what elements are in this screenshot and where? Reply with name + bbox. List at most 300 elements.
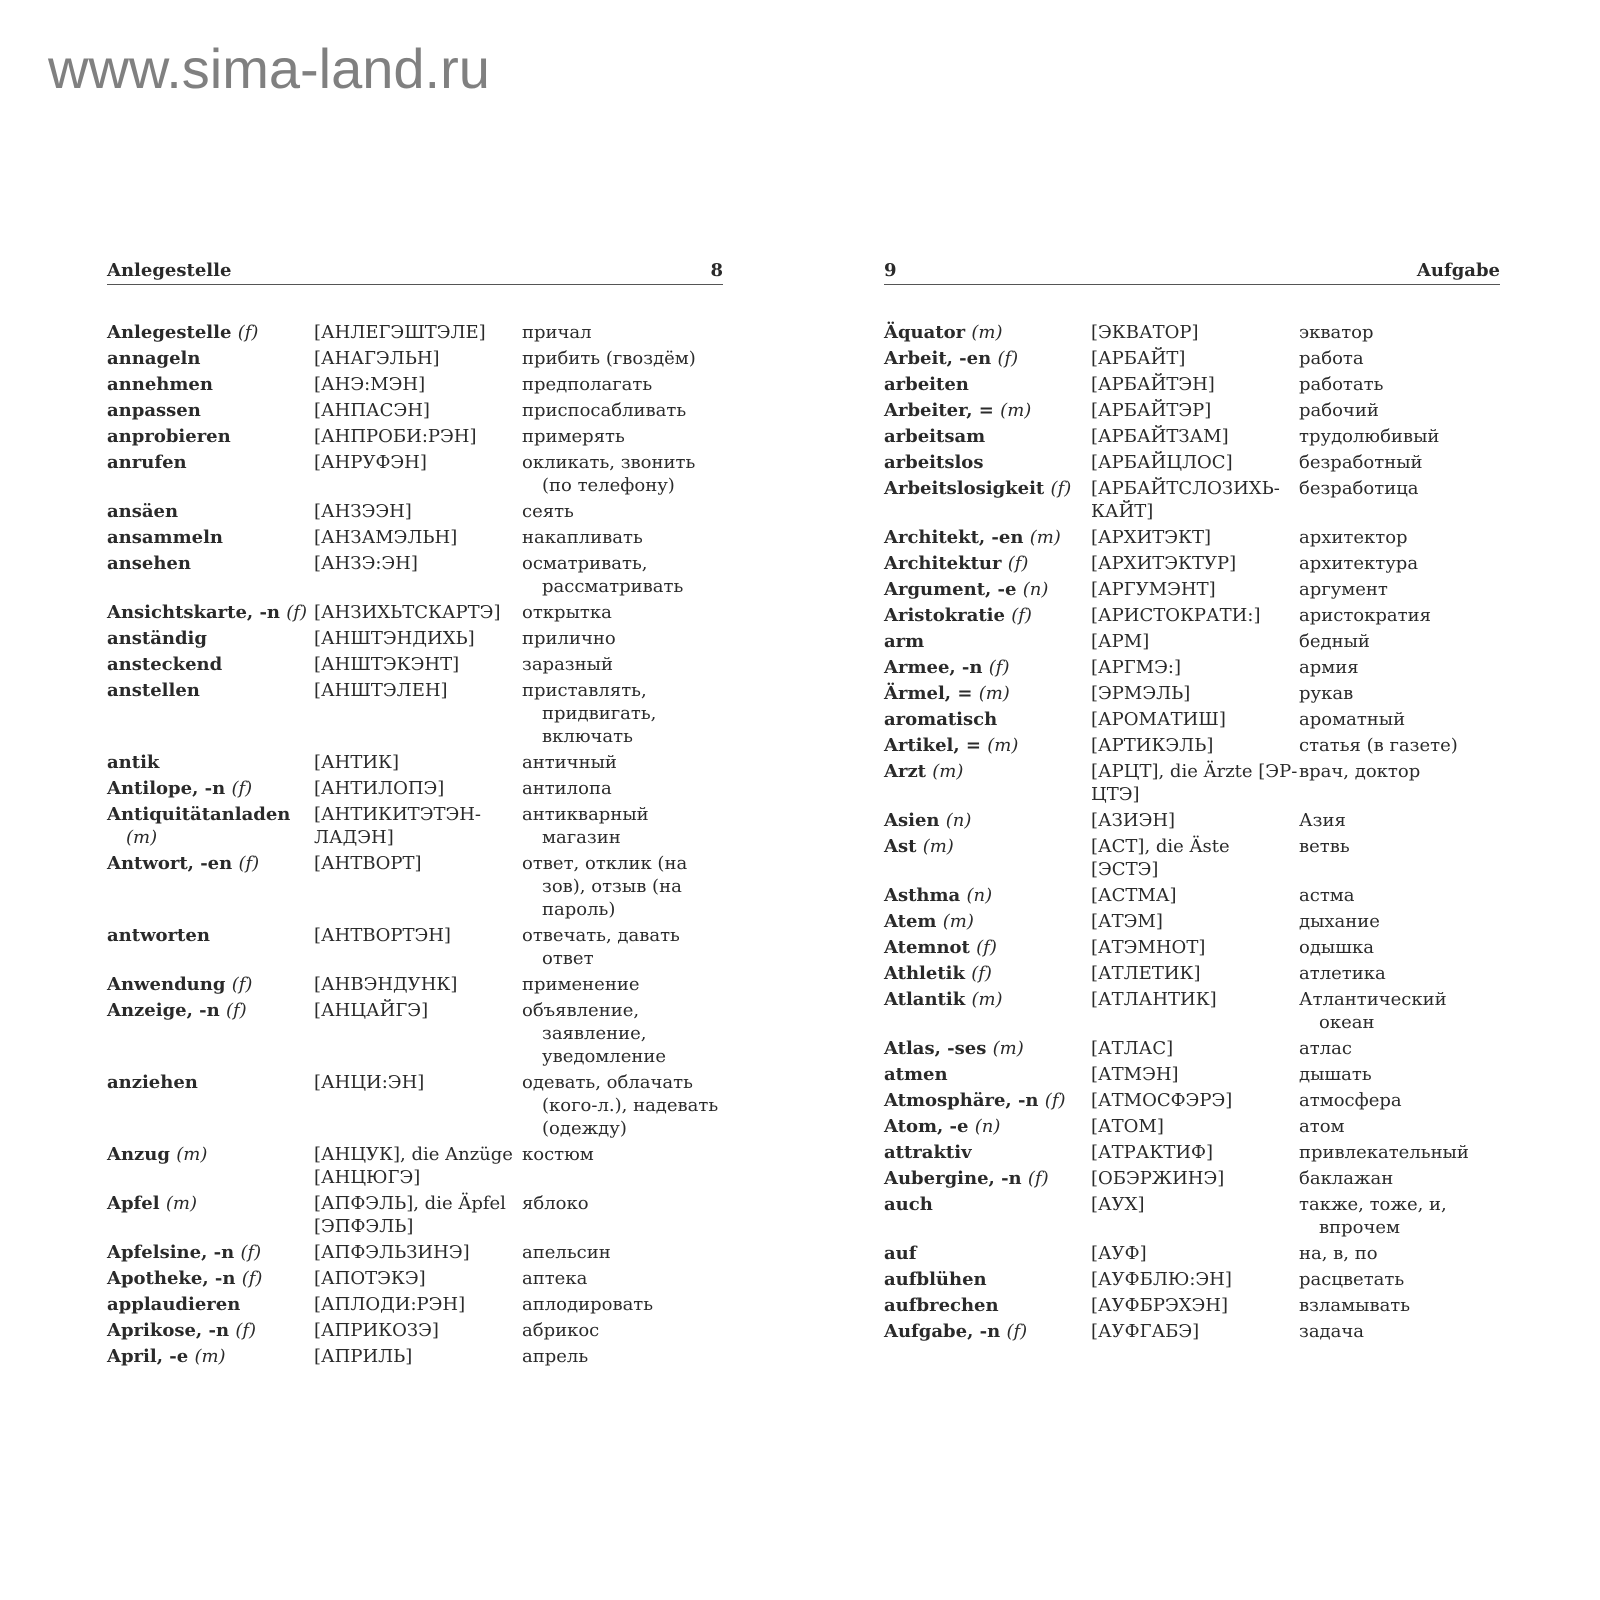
entry-gender: (f) [1027,1168,1049,1189]
entry-translation: объявление, заявление, уведомление [522,1000,667,1067]
entry-pronunciation: [АРГУМЭНТ] [1091,579,1216,600]
entry-gender: (m) [987,735,1019,756]
dictionary-entry [884,708,1500,731]
entry-headword-cell [107,627,314,650]
dictionary-entry [107,852,723,921]
entry-pronunciation: [АНТВОРТЭН] [314,925,451,946]
entry-headword-cell [884,1294,1091,1317]
right-page [884,258,1500,1346]
entry-word: antik [107,752,160,773]
entry-gender: (f) [976,937,997,958]
entry-gender: (f) [1050,478,1072,499]
entry-gender: (n) [974,1116,1001,1137]
entry-word: ansammeln [107,527,224,548]
dictionary-entry [884,451,1500,474]
entry-word: Atom, -e [884,1116,969,1137]
entry-word: Ast [884,836,917,857]
entry-gender: (f) [231,778,253,799]
entry-word: Atlantik [884,989,966,1010]
entry-translation: яблоко [522,1193,589,1214]
entry-headword-cell [107,451,314,497]
entry-gender: (m) [165,1193,197,1214]
entry-pronunciation: [АРБАЙТСЛОЗИХЬ-КАЙТ] [1091,478,1280,522]
entry-pronunciation: [АПРИКОЗЭ] [314,1320,439,1341]
entry-word: applaudieren [107,1294,241,1315]
entry-word: Aubergine, -n [884,1168,1022,1189]
entry-word: annehmen [107,374,213,395]
dictionary-entry [884,1242,1500,1265]
entry-translation: статья (в газете) [1299,735,1458,756]
entry-pronunciation: [АНПАСЭН] [314,400,430,421]
entry-pronunciation: [АТЭМ] [1091,911,1163,932]
entry-translation: дыхание [1299,911,1380,932]
entry-headword-cell [884,1242,1091,1265]
entry-pronunciation: [АТЭМНОТ] [1091,937,1206,958]
entry-pronunciation: [АТЛАНТИК] [1091,989,1217,1010]
entry-translation: применение [522,974,640,995]
entry-headword-cell [884,451,1091,474]
head-word: Anlegestelle [107,260,232,281]
entry-pronunciation: [АНАГЭЛЬН] [314,348,440,369]
entry-gender: (f) [1006,1321,1028,1342]
entry-pronunciation: [ОБЭРЖИНЭ] [1091,1168,1225,1189]
entry-pronunciation: [АНЭ:МЭН] [314,374,426,395]
entry-translation: атмосфера [1299,1090,1402,1111]
dictionary-entry [884,1167,1500,1190]
entry-headword-cell [884,1193,1091,1239]
entry-pronunciation: [АНВЭНДУНК] [314,974,458,995]
dictionary-entry [107,751,723,774]
entry-headword-cell [884,910,1091,933]
entry-pronunciation: [АУХ] [1091,1194,1145,1215]
dictionary-entry [107,601,723,624]
dictionary-entry [107,653,723,676]
entry-word: Architektur [884,553,1002,574]
entry-translation: прилично [522,628,616,649]
entry-translation: апрель [522,1346,589,1367]
entry-gender: (m) [978,683,1010,704]
entry-word: Atemnot [884,937,970,958]
entry-translation: абрикос [522,1320,600,1341]
entry-pronunciation: [АРХИТЭКТУР] [1091,553,1237,574]
entry-translation: Атлантический океан [1299,989,1447,1033]
entry-translation: ответ, отклик (на зов), отзыв (на пароль) [522,853,688,920]
entry-pronunciation: [АЗИЭН] [1091,810,1176,831]
entry-headword-cell [107,347,314,370]
dictionary-entry [107,1345,723,1368]
entry-pronunciation: [АРБАЙТЭН] [1091,374,1215,395]
entry-translation: Азия [1299,810,1346,831]
dictionary-entry [884,1063,1500,1086]
entry-word: Apfel [107,1193,160,1214]
entry-translation: расцветать [1299,1269,1405,1290]
entry-word: Ärmel, = [884,683,973,704]
entry-headword-cell [107,601,314,624]
entry-headword-cell [884,425,1091,448]
entry-gender: (m) [932,761,964,782]
dictionary-entry [107,777,723,800]
entry-word: Anzug [107,1144,170,1165]
entry-gender: (m) [1000,400,1032,421]
entry-translation: апельсин [522,1242,611,1263]
entry-pronunciation: [АРБАЙЦЛОС] [1091,452,1233,473]
entry-headword-cell [884,988,1091,1034]
dictionary-entry [107,347,723,370]
entry-translation: рабочий [1299,400,1379,421]
dictionary-entry [107,973,723,996]
dictionary-entry [107,373,723,396]
entry-word: auch [884,1194,933,1215]
dictionary-entry [107,425,723,448]
dictionary-entry [107,451,723,497]
entry-translation: аптека [522,1268,588,1289]
entry-pronunciation: [АНЦИ:ЭН] [314,1072,425,1093]
entry-pronunciation: [АНШТЭНДИХЬ] [314,628,475,649]
dictionary-entry [107,999,723,1068]
entry-gender: (f) [1011,605,1032,626]
entry-pronunciation: [АРОМАТИШ] [1091,709,1226,730]
entry-pronunciation: [АТЛЕТИК] [1091,963,1201,984]
entry-headword-cell [107,1267,314,1290]
watermark-text: www.sima-land.ru [48,37,490,100]
entry-pronunciation: [АНЦАЙГЭ] [314,1000,429,1021]
entry-translation: атом [1299,1116,1345,1137]
entry-pronunciation: [АНПРОБИ:РЭН] [314,426,477,447]
entry-translation: атлетика [1299,963,1386,984]
entry-pronunciation: [АНЗАМЭЛЬН] [314,527,458,548]
dictionary-entry [884,1115,1500,1138]
entry-word: Arzt [884,761,926,782]
entry-word: Armee, -n [884,657,983,678]
entry-word: Asien [884,810,940,831]
entry-translation: архитектор [1299,527,1408,548]
entry-word: Aristokratie [884,605,1005,626]
entry-gender: (m) [922,836,954,857]
entry-translation: античный [522,752,617,773]
entry-word: anstellen [107,680,200,701]
dictionary-entry [884,809,1500,832]
entry-pronunciation: [АУФГАБЭ] [1091,1321,1200,1342]
entry-word: anpassen [107,400,201,421]
entry-word: ansteckend [107,654,223,675]
dictionary-entry [107,679,723,748]
entry-headword-cell [884,682,1091,705]
entry-headword-cell [107,777,314,800]
dictionary-entry [884,1037,1500,1060]
entry-headword-cell [884,835,1091,881]
entry-word: Äquator [884,322,966,343]
entry-translation: антилопа [522,778,612,799]
entry-pronunciation: [АНРУФЭН] [314,452,427,473]
entry-translation: экватор [1299,322,1374,343]
entry-headword-cell [884,477,1091,523]
entry-pronunciation: [АРЦТ], die Ärzte [ЭР-ЦТЭ] [1091,761,1298,805]
entry-headword-cell [884,630,1091,653]
entry-pronunciation: [АПФЭЛЬ], die Äpfel [ЭПФЭЛЬ] [314,1193,506,1237]
running-head [107,258,723,285]
entry-translation: также, тоже, и, впрочем [1299,1194,1447,1238]
entry-headword-cell [884,760,1091,806]
entry-headword-cell [884,526,1091,549]
entry-word: Apotheke, -n [107,1268,236,1289]
entry-word: Anlegestelle [107,322,232,343]
entry-gender: (n) [1022,579,1049,600]
entry-translation: открытка [522,602,612,623]
entry-word: Antilope, -n [107,778,226,799]
entry-headword-cell [884,347,1091,370]
entry-headword-cell [884,1063,1091,1086]
dictionary-entry [884,835,1500,881]
entry-headword-cell [107,552,314,598]
entry-headword-cell [884,1089,1091,1112]
entry-headword-cell [107,1293,314,1316]
entry-word: Aufgabe, -n [884,1321,1001,1342]
page-number: 9 [884,260,897,281]
entry-translation: дышать [1299,1064,1372,1085]
entry-word: Asthma [884,885,961,906]
entry-pronunciation: [АНЛЕГЭШТЭЛЕ] [314,322,486,343]
entry-pronunciation: [ЭКВАТОР] [1091,322,1199,343]
entry-translation: армия [1299,657,1359,678]
entry-translation: приставлять, придвигать, включать [522,680,657,747]
entry-pronunciation: [АНТИЛОПЭ] [314,778,445,799]
entry-translation: предполагать [522,374,653,395]
entry-translation: сеять [522,501,574,522]
entry-word: arm [884,631,925,652]
entry-pronunciation: [АСТ], die Äste [ЭСТЭ] [1091,836,1230,880]
dictionary-entry [107,1192,723,1238]
entry-translation: бедный [1299,631,1370,652]
entry-word: Arbeiter, = [884,400,994,421]
entry-headword-cell [107,1192,314,1238]
dictionary-entry [107,552,723,598]
entry-gender: (m) [971,989,1003,1010]
dictionary-entry [884,734,1500,757]
entry-word: attraktiv [884,1142,972,1163]
entry-translation: осматривать, рассматривать [522,553,684,597]
entry-headword-cell [884,1141,1091,1164]
entry-pronunciation: [АРХИТЭКТ] [1091,527,1212,548]
entry-headword-cell [107,852,314,921]
entry-translation: окликать, звонить (по телефону) [522,452,696,496]
entry-gender: (m) [942,911,974,932]
entry-headword-cell [884,578,1091,601]
entry-translation: прибить (гвоздём) [522,348,696,369]
dictionary-entry [884,1268,1500,1291]
entry-list [107,321,723,1368]
entry-list [884,321,1500,1343]
entry-headword-cell [884,373,1091,396]
entry-pronunciation: [АСТМА] [1091,885,1177,906]
entry-word: ansäen [107,501,179,522]
entry-translation: рукав [1299,683,1354,704]
entry-pronunciation: [АУФ] [1091,1243,1147,1264]
entry-headword-cell [884,962,1091,985]
entry-translation: одышка [1299,937,1374,958]
entry-word: Arbeitslosigkeit [884,478,1045,499]
entry-pronunciation: [АНШТЭЛЕН] [314,680,448,701]
entry-headword-cell [884,936,1091,959]
entry-word: April, -e [107,1346,189,1367]
entry-gender: (f) [286,602,307,623]
entry-headword-cell [884,1268,1091,1291]
dictionary-entry [884,682,1500,705]
entry-translation: аплодировать [522,1294,654,1315]
entry-translation: работать [1299,374,1384,395]
entry-translation: астма [1299,885,1355,906]
dictionary-entry [107,924,723,970]
dictionary-entry [884,1320,1500,1343]
entry-translation: антикварный магазин [522,804,649,848]
entry-word: ansehen [107,553,191,574]
entry-pronunciation: [АРГМЭ:] [1091,657,1181,678]
entry-headword-cell [107,751,314,774]
dictionary-entry [107,500,723,523]
dictionary-entry [107,1293,723,1316]
entry-gender: (f) [225,1000,247,1021]
entry-translation: врач, доктор [1299,761,1421,782]
entry-headword-cell [884,1115,1091,1138]
entry-gender: (f) [988,657,1010,678]
entry-headword-cell [107,373,314,396]
dictionary-entry [107,1143,723,1189]
entry-headword-cell [884,809,1091,832]
dictionary-entry [107,1319,723,1342]
dictionary-entry [884,425,1500,448]
entry-translation: аргумент [1299,579,1388,600]
entry-pronunciation: [АТРАКТИФ] [1091,1142,1214,1163]
entry-word: atmen [884,1064,948,1085]
dictionary-entry [884,578,1500,601]
entry-word: Argument, -e [884,579,1017,600]
entry-headword-cell [107,1143,314,1189]
entry-pronunciation: [АТЛАС] [1091,1038,1174,1059]
entry-gender: (m) [176,1144,208,1165]
dictionary-entry [884,552,1500,575]
dictionary-entry [107,803,723,849]
entry-headword-cell [884,708,1091,731]
entry-pronunciation: [АПЛОДИ:РЭН] [314,1294,466,1315]
entry-pronunciation: [АНЗИХЬТСКАРТЭ] [314,602,501,623]
dictionary-entry [884,760,1500,806]
entry-gender: (f) [237,322,259,343]
entry-headword-cell [107,1319,314,1342]
dictionary-entry [884,321,1500,344]
entry-headword-cell [884,321,1091,344]
entry-word: Aprikose, -n [107,1320,230,1341]
entry-headword-cell [107,425,314,448]
entry-word: arbeitslos [884,452,984,473]
entry-gender: (f) [231,974,253,995]
entry-gender: (f) [1007,553,1029,574]
entry-gender: (m) [126,827,158,848]
entry-word: Apfelsine, -n [107,1242,235,1263]
entry-word: anprobieren [107,426,231,447]
entry-translation: архитектура [1299,553,1419,574]
entry-pronunciation: [АТОМ] [1091,1116,1164,1137]
entry-headword-cell [107,1241,314,1264]
entry-pronunciation: [АНЦУК], die Anzüge [АНЦЮГЭ] [314,1144,513,1188]
dictionary-entry [884,347,1500,370]
entry-pronunciation: [АУФБЛЮ:ЭН] [1091,1269,1232,1290]
entry-pronunciation: [АНТИКИТЭТЭН-ЛАДЭН] [314,804,482,848]
entry-headword-cell [107,1345,314,1368]
entry-word: antworten [107,925,210,946]
entry-translation: работа [1299,348,1364,369]
entry-translation: аристократия [1299,605,1431,626]
entry-translation: приспосабливать [522,400,687,421]
dictionary-entry [884,630,1500,653]
entry-pronunciation: [АНТИК] [314,752,400,773]
entry-translation: накапливать [522,527,643,548]
entry-pronunciation: [АПРИЛЬ] [314,1346,413,1367]
entry-gender: (n) [945,810,972,831]
entry-word: Artikel, = [884,735,981,756]
entry-gender: (f) [238,853,260,874]
entry-pronunciation: [АРТИКЭЛЬ] [1091,735,1214,756]
entry-word: arbeiten [884,374,969,395]
entry-gender: (f) [240,1242,262,1263]
entry-headword-cell [884,734,1091,757]
entry-translation: заразный [522,654,613,675]
entry-pronunciation: [АНЗЭ:ЭН] [314,553,418,574]
entry-pronunciation: [АРБАЙТЭР] [1091,400,1212,421]
entry-translation: отвечать, давать ответ [522,925,680,969]
entry-translation: безработный [1299,452,1423,473]
entry-pronunciation: [АПОТЭКЭ] [314,1268,426,1289]
entry-gender: (f) [971,963,992,984]
dictionary-entry [107,399,723,422]
entry-translation: костюм [522,1144,594,1165]
entry-translation: взламывать [1299,1295,1411,1316]
dictionary-entry [884,936,1500,959]
entry-gender: (f) [241,1268,263,1289]
entry-gender: (m) [194,1346,226,1367]
dictionary-entry [884,373,1500,396]
dictionary-entry [107,1071,723,1140]
entry-word: anständig [107,628,207,649]
left-page [107,258,723,1371]
entry-headword-cell [107,399,314,422]
entry-headword-cell [884,604,1091,627]
entry-pronunciation: [АРМ] [1091,631,1150,652]
running-head [884,258,1500,285]
entry-pronunciation: [АРБАЙТЗАМ] [1091,426,1229,447]
entry-translation: ветвь [1299,836,1350,857]
entry-word: Anzeige, -n [107,1000,220,1021]
entry-word: Antiquitätanladen [107,804,291,825]
entry-gender: (f) [997,348,1019,369]
entry-translation: привлекательный [1299,1142,1469,1163]
entry-headword-cell [884,1320,1091,1343]
entry-word: Architekt, -en [884,527,1024,548]
entry-word: Athletik [884,963,965,984]
entry-gender: (m) [1029,527,1061,548]
dictionary-entry [884,1294,1500,1317]
entry-word: aufbrechen [884,1295,999,1316]
entry-word: aufblühen [884,1269,987,1290]
entry-headword-cell [107,679,314,748]
entry-gender: (f) [1044,1090,1066,1111]
entry-headword-cell [107,924,314,970]
entry-translation: трудолюбивый [1299,426,1440,447]
entry-word: Antwort, -en [107,853,233,874]
entry-pronunciation: [АНШТЭКЭНТ] [314,654,460,675]
entry-word: Atlas, -ses [884,1038,987,1059]
entry-word: Atem [884,911,937,932]
head-word: Aufgabe [1416,260,1500,281]
entry-headword-cell [107,973,314,996]
